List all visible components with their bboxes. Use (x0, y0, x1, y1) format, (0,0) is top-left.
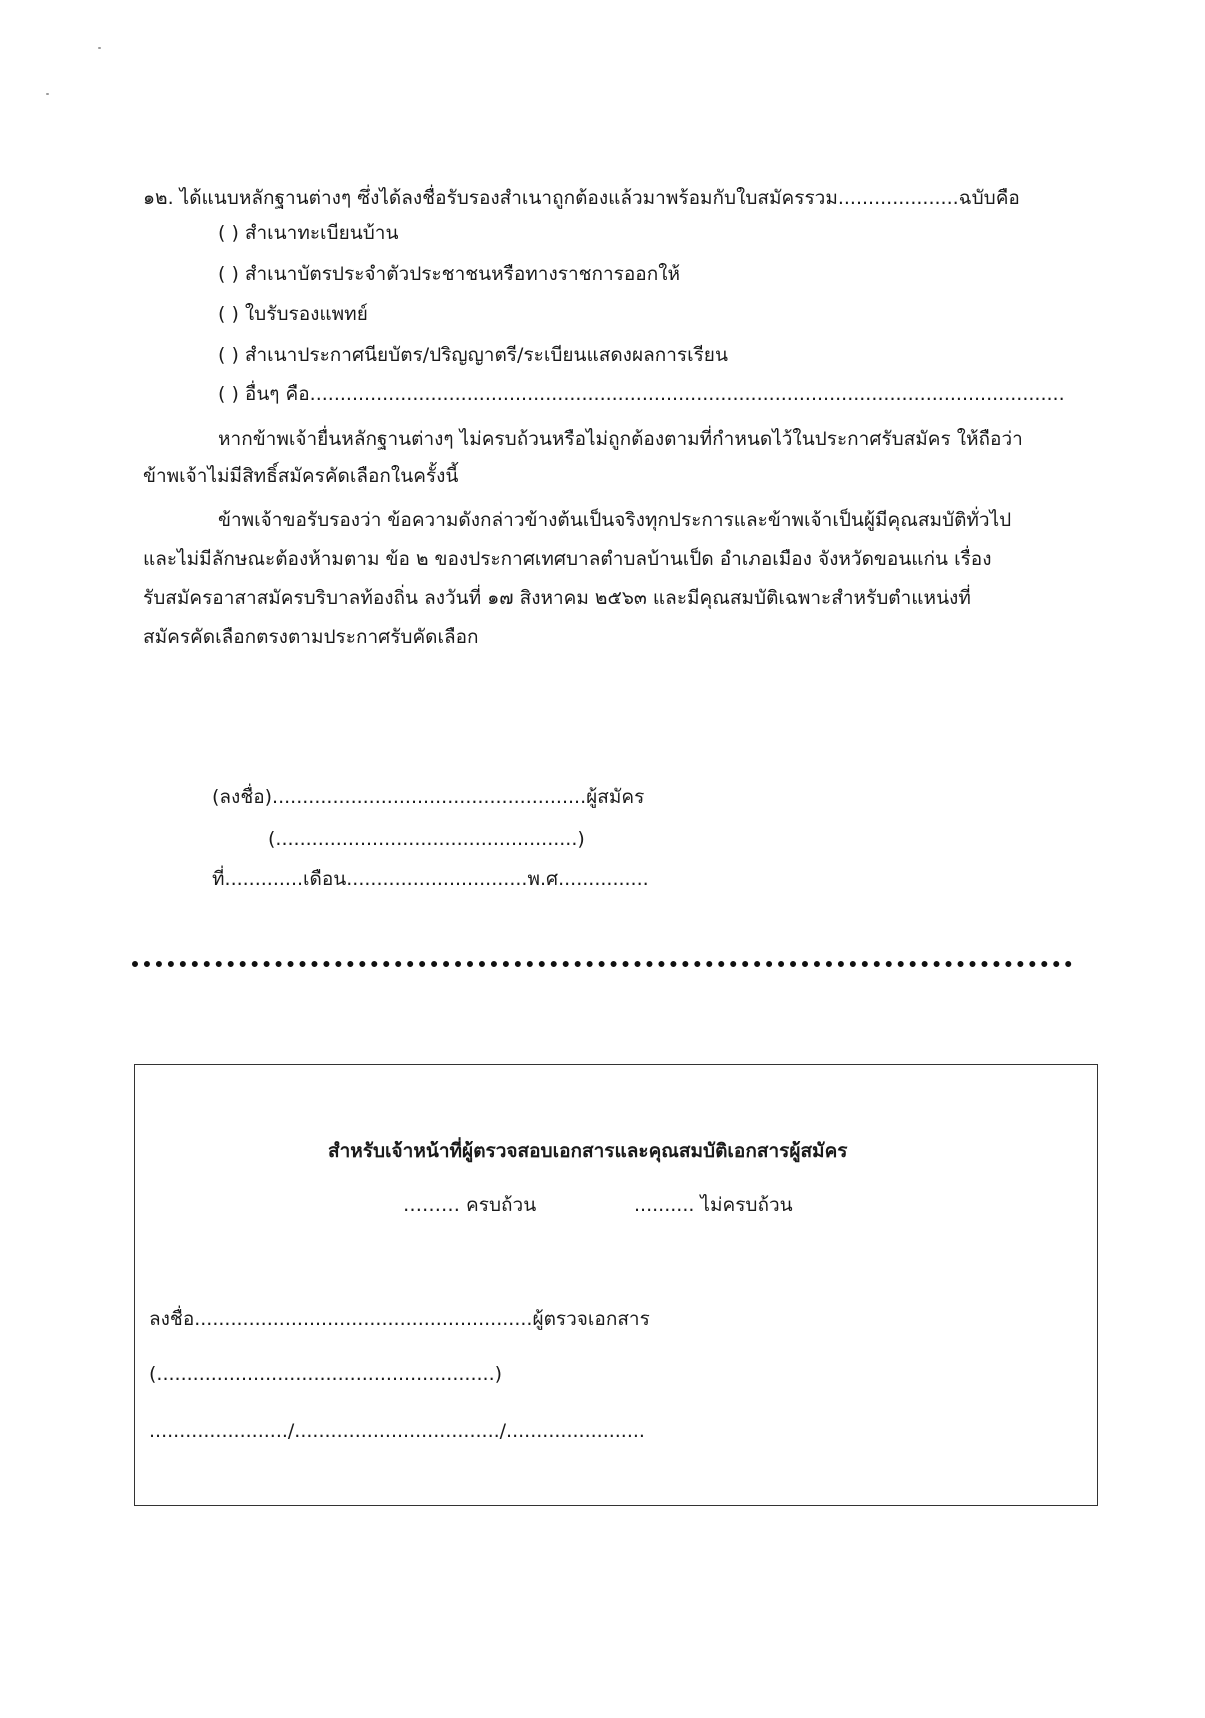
incomplete-option: .......... ไม่ครบถ้วน (634, 1194, 793, 1216)
option-other: ( ) อื่นๆ คือ............................................................................................................................. (218, 383, 1065, 405)
certify-paragraph-line: ข้าพเจ้าขอรับรองว่า ข้อความดังกล่าวข้างต้นเป็นจริงทุกประการและข้าพเจ้าเป็นผู้มีคุณสมบัติทั่วไป (218, 509, 1012, 531)
option-diploma: ( ) สำเนาประกาศนียบัตร/ปริญญาตรี/ระเบียนแสดงผลการเรียน (218, 344, 728, 366)
incomplete-paragraph-line: หากข้าพเจ้ายื่นหลักฐานต่างๆ ไม่ครบถ้วนหรือไม่ถูกต้องตามที่กำหนดไว้ในประกาศรับสมัคร ให้ถือว่า (218, 428, 1023, 450)
scan-speck (98, 47, 101, 49)
incomplete-paragraph-line: ข้าพเจ้าไม่มีสิทธิ์สมัครคัดเลือกในครั้งนี้ (143, 465, 459, 487)
certify-paragraph-line: รับสมัครอาสาสมัครบริบาลท้องถิ่น ลงวันที่ ๑๗ สิงหาคม ๒๕๖๓ และมีคุณสมบัติเฉพาะสำหรับตำแหน่งที่ (143, 587, 971, 609)
applicant-date-line: ที่.............เดือน..............................พ.ศ............... (212, 868, 649, 890)
scan-speck (46, 93, 49, 95)
option-house-registration: ( ) สำเนาทะเบียนบ้าน (218, 222, 399, 244)
option-medical-certificate: ( ) ใบรับรองแพทย์ (218, 303, 368, 325)
certify-paragraph-line: และไม่มีลักษณะต้องห้ามตาม ข้อ ๒ ของประกาศเทศบาลตำบลบ้านเป็ด อำเภอเมือง จังหวัดขอนแก่น เรื่อง (143, 548, 992, 570)
certify-paragraph-line: สมัครคัดเลือกตรงตามประกาศรับคัดเลือก (143, 626, 479, 648)
complete-option: ……… ครบถ้วน (403, 1194, 537, 1216)
applicant-signature-line: (ลงชื่อ)....................................................ผู้สมัคร (212, 786, 645, 808)
option-id-card: ( ) สำเนาบัตรประจำตัวประชาชนหรือทางราชการออกให้ (218, 263, 681, 285)
dotted-divider (132, 961, 1072, 967)
item12-intro: ๑๒. ได้แนบหลักฐานต่างๆ ซึ่งได้ลงชื่อรับรองสำเนาถูกต้องแล้วมาพร้อมกับใบสมัครรวม....................ฉบับคือ (143, 187, 1020, 209)
officer-box-title: สำหรับเจ้าหน้าที่ผู้ตรวจสอบเอกสารและคุณสมบัติเอกสารผู้สมัคร (328, 1140, 848, 1162)
officer-date-line: ......................./................................../....................... (149, 1420, 645, 1442)
officer-signature-line: ลงชื่อ........................................................ผู้ตรวจเอกสาร (149, 1308, 650, 1330)
applicant-name-line: (..................................................) (268, 828, 585, 850)
officer-name-line: (........................................................) (149, 1363, 503, 1385)
